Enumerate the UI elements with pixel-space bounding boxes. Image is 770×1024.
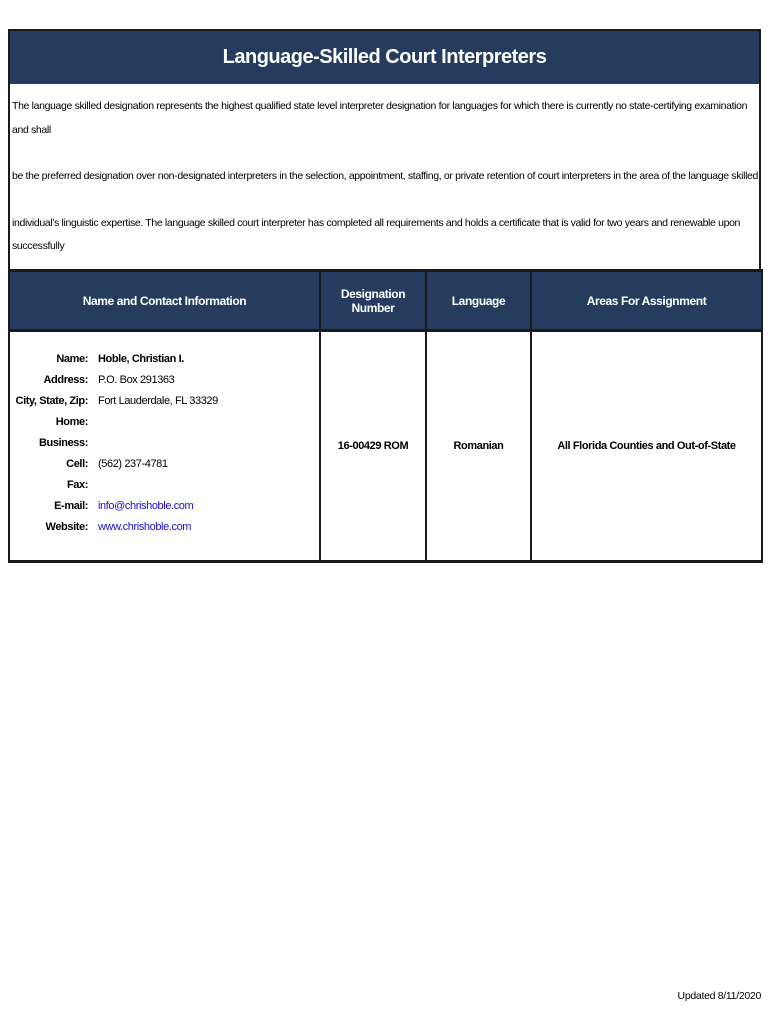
city-state-zip-value: Fort Lauderdale, FL 33329 xyxy=(98,394,218,407)
designation-number: 16-00429 ROM xyxy=(320,331,426,562)
contact-cell xyxy=(9,331,320,562)
column-header-areas: Areas For Assignment xyxy=(531,271,762,331)
column-header-contact: Name and Contact Information xyxy=(9,271,320,331)
cell-phone-value: (562) 237-4781 xyxy=(98,457,168,470)
column-header-language: Language xyxy=(426,271,531,331)
email-label: E-mail: xyxy=(54,499,88,512)
website-label: Website: xyxy=(45,520,88,533)
column-header-designation: Designation Number xyxy=(320,271,426,331)
intro-line: individual’s linguistic expertise. The language skilled court interpreter has completed all requirements and holds a certificate that is valid for two years and renewable upon successfully xyxy=(12,216,741,253)
home-phone-label: Home: xyxy=(55,415,88,428)
intro-paragraph xyxy=(12,84,759,269)
interpreter-name: Hoble, Christian I. xyxy=(98,352,184,365)
page-title: Language-Skilled Court Interpreters xyxy=(8,29,761,84)
address-value: P.O. Box 291363 xyxy=(98,373,175,386)
website-link[interactable]: www.chrishoble.com xyxy=(98,520,192,533)
fax-label: Fax: xyxy=(66,478,88,491)
business-phone-label: Business: xyxy=(39,436,88,449)
fax-value xyxy=(98,475,319,496)
contact-info xyxy=(10,349,319,538)
registry-sheet xyxy=(8,29,761,563)
name-label: Name: xyxy=(56,352,88,365)
address-label: Address: xyxy=(43,373,88,386)
business-phone-value xyxy=(98,433,319,454)
language-value: Romanian xyxy=(426,331,531,562)
intro-section xyxy=(8,84,761,269)
table-header-row xyxy=(9,271,762,331)
city-state-zip-label: City, State, Zip: xyxy=(15,394,88,407)
email-link[interactable]: info@chrishoble.com xyxy=(98,499,194,512)
updated-date: Updated 8/11/2020 xyxy=(677,990,761,1002)
areas-for-assignment: All Florida Counties and Out-of-State xyxy=(531,331,762,562)
intro-line: The language skilled designation represents the highest qualified state level interpreter designation for languages for which there is currently no state-certifying examination and shall xyxy=(12,100,748,136)
table-row xyxy=(9,331,762,562)
home-phone-value xyxy=(98,412,319,433)
interpreter-table xyxy=(8,269,763,563)
intro-line: be the preferred designation over non-designated interpreters in the selection, appointment, staffing, or private retention of court interpreters in the area of the language skilled xyxy=(12,170,759,183)
cell-phone-label: Cell: xyxy=(66,457,88,470)
